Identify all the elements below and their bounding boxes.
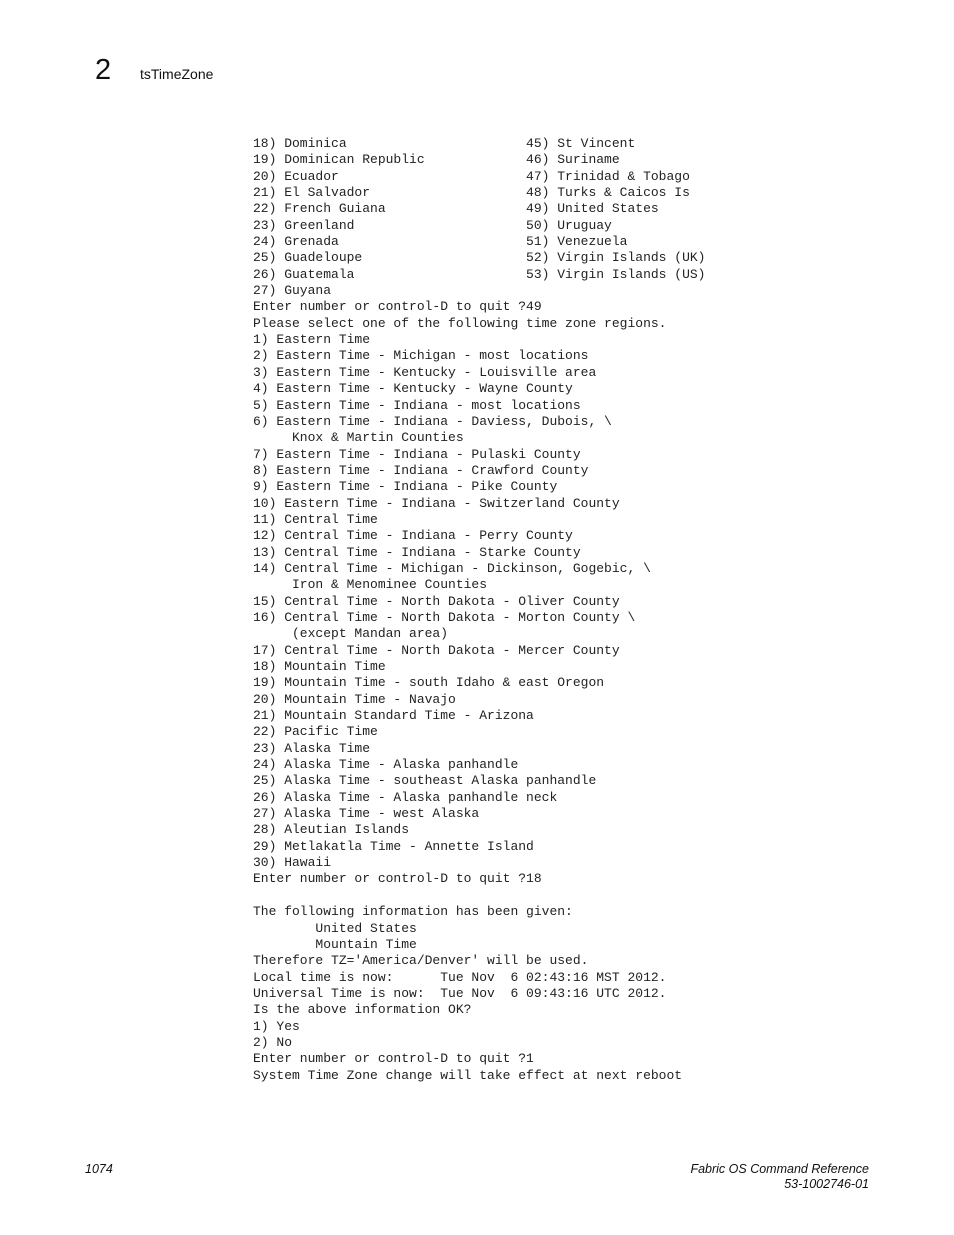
code-line: 17) Central Time - North Dakota - Mercer County	[253, 642, 620, 658]
code-line: 18) Dominica 45) St Vincent	[253, 136, 636, 151]
code-line: (except Mandan area)	[253, 626, 449, 642]
code-line: Is the above information OK?	[253, 1002, 472, 1018]
code-line: Enter number or control-D to quit ?1	[253, 1051, 534, 1067]
book-title: Fabric OS Command Reference	[690, 1162, 869, 1176]
code-line: Local time is now: Tue Nov 6 02:43:16 MST 2012.	[253, 969, 667, 985]
code-line: 24) Alaska Time - Alaska panhandle	[253, 757, 519, 773]
code-line: 20) Mountain Time - Navajo	[253, 691, 456, 707]
section-title: tsTimeZone	[140, 66, 214, 82]
code-line: 5) Eastern Time - Indiana - most locations	[253, 397, 581, 413]
code-line: 2) Eastern Time - Michigan - most locations	[253, 348, 589, 364]
code-line: 9) Eastern Time - Indiana - Pike County	[253, 479, 558, 495]
code-line: System Time Zone change will take effect at next reboot	[253, 1067, 683, 1083]
code-line: 28) Aleutian Islands	[253, 822, 410, 838]
document-number: 53-1002746-01	[784, 1177, 869, 1191]
code-line: 29) Metlakatla Time - Annette Island	[253, 838, 534, 854]
code-line: Enter number or control-D to quit ?18	[253, 871, 542, 887]
code-line: 11) Central Time	[253, 511, 378, 527]
code-line: 12) Central Time - Indiana - Perry County	[253, 528, 573, 544]
code-line: 25) Alaska Time - southeast Alaska panhandle	[253, 773, 597, 789]
code-line: 8) Eastern Time - Indiana - Crawford County	[253, 462, 589, 478]
code-line: 19) Mountain Time - south Idaho & east Oregon	[253, 675, 605, 691]
code-line: 16) Central Time - North Dakota - Morton County \	[253, 609, 636, 625]
chapter-number: 2	[95, 54, 112, 86]
code-line: 15) Central Time - North Dakota - Oliver County	[253, 593, 620, 609]
code-line: 25) Guadeloupe 52) Virgin Islands (UK)	[253, 250, 706, 266]
code-line: 23) Greenland 50) Uruguay	[253, 217, 612, 233]
code-line: Therefore TZ='America/Denver' will be used.	[253, 953, 589, 969]
code-line: Enter number or control-D to quit ?49	[253, 299, 542, 315]
code-line: 24) Grenada 51) Venezuela	[253, 234, 628, 250]
code-line: 30) Hawaii	[253, 855, 332, 871]
code-line: 1) Eastern Time	[253, 332, 371, 348]
code-line: 3) Eastern Time - Kentucky - Louisville area	[253, 364, 597, 380]
code-line: United States	[253, 920, 417, 936]
page-number: 1074	[85, 1162, 113, 1176]
code-line: 13) Central Time - Indiana - Starke County	[253, 544, 581, 560]
code-line: 14) Central Time - Michigan - Dickinson, Gogebic, \	[253, 560, 651, 576]
code-line: 26) Guatemala 53) Virgin Islands (US)	[253, 266, 706, 282]
code-line: Universal Time is now: Tue Nov 6 09:43:16 UTC 2012.	[253, 985, 667, 1001]
code-line: Iron & Menominee Counties	[253, 577, 488, 593]
code-line: 27) Alaska Time - west Alaska	[253, 806, 480, 822]
code-line: Mountain Time	[253, 936, 417, 952]
code-line	[253, 888, 913, 904]
code-line: The following information has been given:	[253, 904, 573, 920]
code-line: Please select one of the following time zone regions.	[253, 315, 667, 331]
code-line: 21) El Salvador 48) Turks & Caicos Is	[253, 185, 690, 201]
code-line: 2) No	[253, 1034, 293, 1050]
code-line: Knox & Martin Counties	[253, 430, 464, 446]
code-line: 7) Eastern Time - Indiana - Pulaski County	[253, 446, 581, 462]
code-line: 4) Eastern Time - Kentucky - Wayne County	[253, 381, 573, 397]
footer-book-info	[690, 1162, 869, 1192]
code-line: 18) Mountain Time	[253, 659, 386, 674]
code-line: 20) Ecuador 47) Trinidad & Tobago	[253, 168, 690, 184]
code-line: 6) Eastern Time - Indiana - Daviess, Dubois, \	[253, 413, 612, 429]
code-line: 19) Dominican Republic 46) Suriname	[253, 152, 620, 168]
code-example-block	[253, 136, 913, 1084]
code-line: 23) Alaska Time	[253, 740, 371, 756]
code-line: 22) Pacific Time	[253, 724, 378, 740]
code-line: 21) Mountain Standard Time - Arizona	[253, 708, 534, 724]
code-line: 26) Alaska Time - Alaska panhandle neck	[253, 789, 558, 805]
code-line: 27) Guyana	[253, 283, 332, 299]
code-line: 10) Eastern Time - Indiana - Switzerland County	[253, 495, 620, 511]
code-line: 1) Yes	[253, 1018, 300, 1034]
code-line: 22) French Guiana 49) United States	[253, 201, 659, 217]
